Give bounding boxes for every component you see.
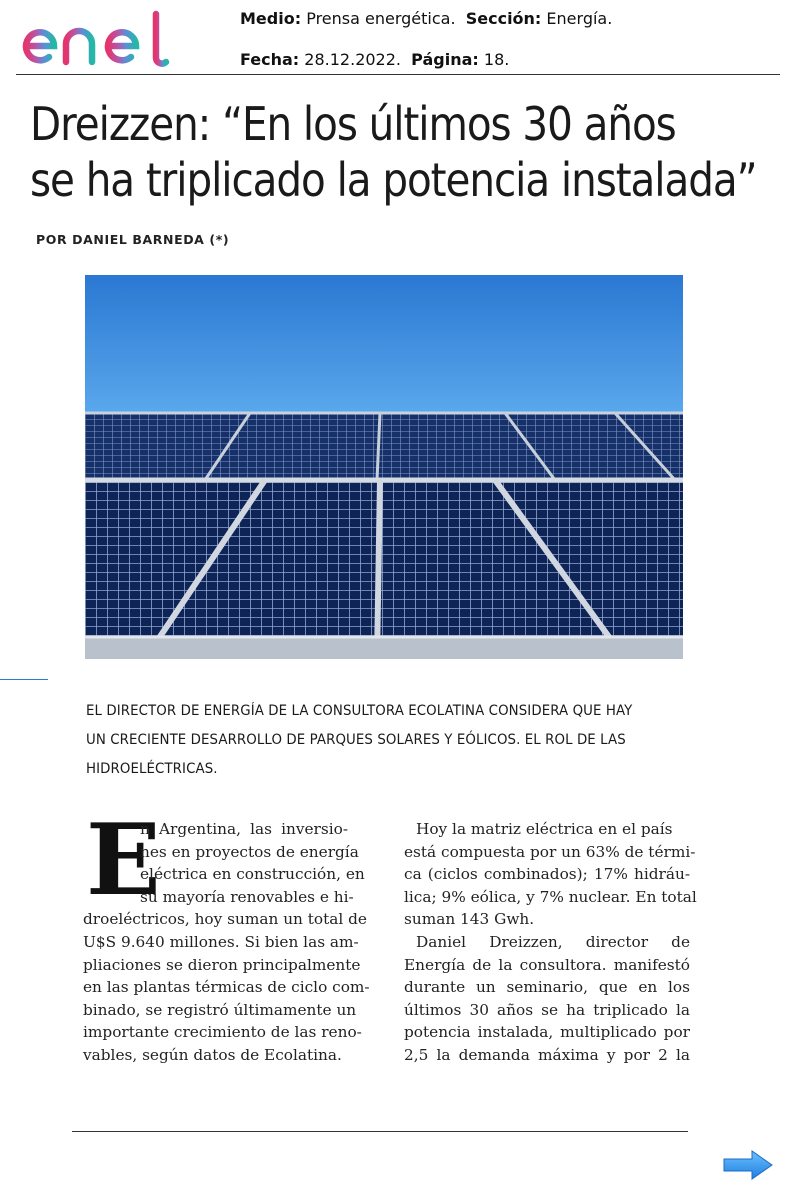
article-title	[30, 96, 757, 208]
fecha-label: Fecha:	[240, 50, 300, 69]
drop-cap: E	[86, 803, 161, 918]
body-line: Hoy la matriz eléctrica en el país	[416, 820, 673, 838]
body-line: últimos 30 años se ha triplicado la	[404, 1000, 690, 1019]
seccion-label: Sección:	[465, 9, 542, 28]
header-divider	[16, 74, 780, 75]
body-column-2	[404, 818, 697, 1067]
seccion-value: Energía.	[546, 9, 613, 28]
body-line: droeléctricos, hoy suman un total de	[83, 910, 367, 929]
body-line: importante crecimiento de las reno-	[83, 1023, 362, 1042]
body-line: en las plantas térmicas de ciclo com-	[83, 978, 370, 997]
body-line: durante un seminario, que en los	[404, 978, 690, 997]
body-line: binado, se registró últimamente un	[83, 1000, 357, 1019]
article-lead	[86, 697, 638, 784]
body-line: 2,5 la demanda máxima y por 2 la	[404, 1045, 690, 1064]
medio-label: Medio:	[240, 9, 302, 28]
body-line: suman 143 Gwh.	[404, 910, 535, 929]
body-line: eléctrica en construcción, en	[140, 865, 365, 884]
body-column-1	[83, 803, 370, 1067]
body-line: Daniel Dreizzen, director de	[416, 932, 690, 951]
body-line: n Argentina, las inversio-	[140, 820, 348, 838]
meta-line-fecha	[240, 50, 509, 69]
pagina-label: Página:	[411, 50, 479, 69]
body-line: potencia instalada, multiplicado por	[404, 1023, 690, 1042]
body-line: nes en proyectos de energía	[140, 842, 359, 861]
body-line: vables, según datos de Ecolatina.	[83, 1045, 342, 1064]
solar-panels-photo	[85, 275, 683, 659]
body-line: está compuesta por un 63% de térmi-	[404, 842, 696, 861]
body-line: su mayoría renovables e hi-	[140, 887, 354, 906]
enel-logo	[16, 6, 176, 70]
body-line: lica; 9% eólica, y 7% nuclear. En total	[404, 887, 697, 906]
footer-divider	[72, 1131, 688, 1132]
body-line: pliaciones se dieron principalmente	[83, 955, 361, 974]
lead-line: HIDROELÉCTRICAS.	[86, 761, 218, 777]
medio-value: Prensa energética.	[306, 9, 456, 28]
lead-line: UN CRECIENTE DESARROLLO DE PARQUES SOLARES Y EÓLICOS. EL ROL DE LAS	[86, 732, 626, 748]
body-line: U$S 9.640 millones. Si bien las am-	[83, 932, 359, 951]
body-line: ca (ciclos combinados); 17% hidráu-	[404, 865, 690, 884]
body-line: Energía de la consultora. manifestó	[404, 955, 690, 974]
margin-marker	[0, 679, 48, 680]
fecha-value: 28.12.2022.	[304, 50, 401, 69]
pagina-value: 18.	[483, 50, 510, 69]
meta-line-medio	[240, 9, 612, 28]
title-line: Dreizzen: “En los últimos 30 años	[30, 97, 676, 151]
lead-line: EL DIRECTOR DE ENERGÍA DE LA CONSULTORA ECOLATINA CONSIDERA QUE HAY	[86, 703, 633, 719]
byline: POR DANIEL BARNEDA (*)	[36, 232, 230, 247]
arrow-right-icon[interactable]	[722, 1148, 774, 1182]
title-line: se ha triplicado la potencia instalada”	[30, 153, 757, 207]
